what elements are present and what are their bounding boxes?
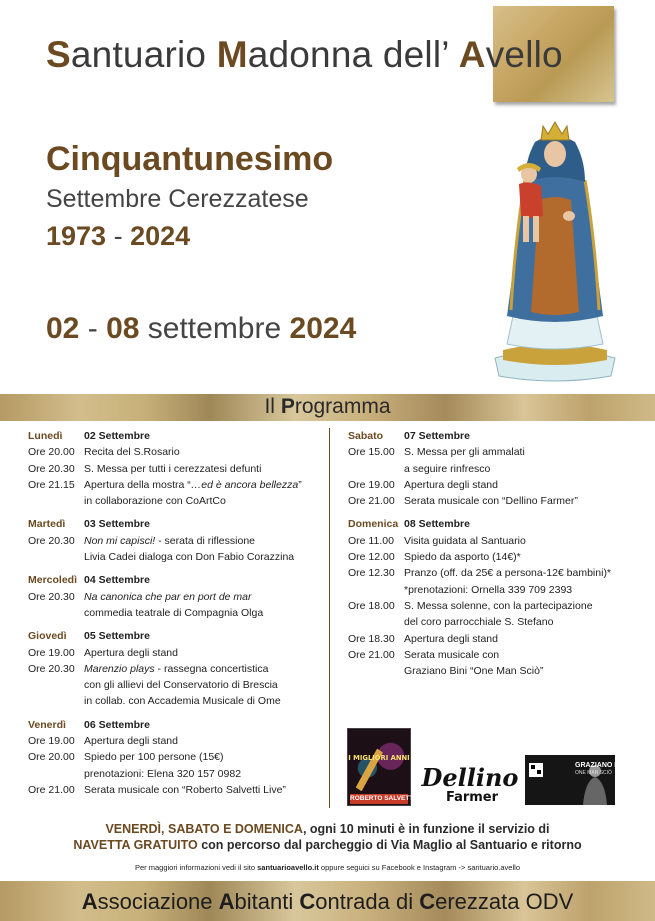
anniversary-title: Cinquantunesimo [46, 140, 334, 178]
item-time: Ore 20.30 [28, 662, 75, 675]
item-time: Ore 20.30 [28, 462, 75, 475]
program-item [28, 493, 324, 509]
item-time: Ore 12.30 [348, 567, 395, 580]
day-heading [28, 717, 324, 733]
item-description: Graziano Bini “One Man Sciò” [404, 665, 544, 678]
shuttle-notice-line2: NAVETTA GRATUITO con percorso dal parcheggio di Via Maglio al Santuario e ritorno [73, 838, 582, 852]
program-item [348, 477, 638, 493]
item-description: con gli allievi del Conservatorio di Brescia [84, 679, 278, 692]
item-description: Marenzio plays - rassegna concertistica [84, 662, 269, 675]
program-item [348, 647, 638, 663]
item-time: Ore 18.30 [348, 632, 395, 645]
day-heading [28, 628, 324, 644]
item-description: commedia teatrale di Compagnia Olga [84, 606, 264, 619]
day-name: Venerdì [28, 718, 66, 731]
item-time: Ore 21.15 [28, 478, 75, 491]
item-description: S. Messa solenne, con la partecipazione [404, 599, 593, 612]
item-time: Ore 20.00 [28, 751, 75, 764]
program-day [28, 572, 324, 621]
day-heading [28, 428, 324, 444]
day-name: Giovedì [28, 630, 67, 643]
program-item [348, 663, 638, 679]
item-description: Spiedo da asporto (14€)* [404, 551, 521, 564]
program-item [28, 661, 324, 677]
item-description: Apertura della mostra “…ed è ancora bellezza” [84, 478, 302, 491]
column-divider [329, 428, 330, 808]
program-day [348, 428, 638, 509]
footer-association-name: Associazione Abitanti Contrada di Cerezzata ODV [81, 889, 574, 914]
program-day [28, 717, 324, 798]
program-item [348, 461, 638, 477]
dellino-logo-line1: Dellino [421, 763, 519, 792]
item-description: Non mi capisci! - serata di riflessione [84, 534, 255, 547]
day-date: 07 Settembre [404, 430, 470, 442]
item-description: Serata musicale con [404, 648, 500, 661]
program-item [28, 549, 324, 565]
program-item [348, 493, 638, 509]
day-name: Mercoledì [28, 574, 78, 587]
anniversary-subtitle: Settembre Cerezzatese [46, 185, 309, 213]
item-description: Apertura degli stand [84, 646, 178, 659]
shuttle-notice-line1: VENERDÌ, SABATO E DOMENICA, ogni 10 minuti è in funzione il servizio di [105, 822, 550, 836]
day-date: 08 Settembre [404, 518, 470, 531]
program-item [28, 782, 324, 798]
program-item [28, 477, 324, 493]
item-description: Serata musicale con “Dellino Farmer” [404, 495, 578, 508]
item-description: Apertura degli stand [404, 478, 498, 491]
item-description: in collab. con Accademia Musicale di Ome [84, 695, 281, 708]
item-description: *prenotazioni: Ornella 339 709 2393 [404, 583, 573, 596]
item-time: Ore 21.00 [28, 783, 75, 796]
day-date: 03 Settembre [84, 518, 150, 531]
program-day [28, 516, 324, 565]
item-description: S. Messa per gli ammalati [404, 446, 525, 459]
day-date: 05 Settembre [84, 630, 150, 643]
item-description: Visita guidata al Santuario [404, 534, 526, 547]
page-title: Santuario Madonna dell’ Avello [46, 34, 563, 75]
event-dates: 02 - 08 settembre 2024 [46, 312, 357, 345]
item-time: Ore 20.30 [28, 534, 75, 547]
program-banner-label: Il Programma [264, 395, 391, 418]
program-item [348, 598, 638, 614]
program-item [348, 533, 638, 549]
day-heading [28, 516, 324, 532]
day-name: Domenica [348, 518, 399, 531]
item-description: prenotazioni: Elena 320 157 0982 [84, 767, 242, 780]
program-day [348, 516, 638, 679]
item-time: Ore 19.00 [348, 478, 395, 491]
day-heading [348, 428, 638, 444]
day-heading [348, 516, 638, 532]
item-time: Ore 21.00 [348, 648, 395, 661]
item-description: del coro parrocchiale S. Stefano [404, 616, 554, 629]
program-column-left [28, 428, 324, 805]
website-link[interactable]: santuarioavello.it [257, 863, 319, 872]
day-date: 02 Settembre [84, 430, 150, 442]
item-description: Serata musicale con “Roberto Salvetti Live” [84, 783, 286, 796]
roberto-logo-top-text: I MIGLIORI ANNI [348, 754, 410, 763]
graziano-logo-sub: ONE MAN SCIÒ [575, 770, 612, 776]
item-time: Ore 19.00 [28, 735, 75, 748]
program-day [28, 628, 324, 709]
madonna-statue-image [485, 120, 625, 382]
program-item [28, 749, 324, 765]
program-item [348, 549, 638, 565]
item-description: Apertura degli stand [404, 632, 498, 645]
item-time: Ore 11.00 [348, 534, 394, 547]
day-name: Lunedì [28, 430, 63, 442]
anniversary-years: 1973 - 2024 [46, 221, 191, 251]
program-item [28, 444, 324, 460]
day-date: 04 Settembre [84, 574, 150, 587]
program-item [28, 533, 324, 549]
program-item [28, 461, 324, 477]
day-heading [28, 572, 324, 588]
program-item [348, 631, 638, 647]
program-item [28, 605, 324, 621]
program-item [28, 693, 324, 709]
day-name: Sabato [348, 430, 384, 442]
item-description: Recita del S.Rosario [84, 446, 180, 459]
program-item [28, 645, 324, 661]
day-name: Martedì [28, 518, 66, 531]
program-item [28, 677, 324, 693]
item-time: Ore 20.00 [28, 446, 75, 459]
item-time: Ore 20.30 [28, 590, 75, 603]
item-time: Ore 21.00 [348, 495, 395, 508]
roberto-logo-text: ROBERTO SALVETTI [350, 795, 416, 802]
day-date: 06 Settembre [84, 718, 150, 731]
program-item [28, 589, 324, 605]
program-item [28, 766, 324, 782]
info-line: Per maggiori informazioni vedi il sito santuarioavello.it oppure seguici su Facebook e Instagram -> santuario.avello [135, 863, 520, 872]
item-description: Spiedo per 100 persone (15€) [84, 751, 224, 764]
program-item [348, 444, 638, 460]
graziano-logo-name: GRAZIANO BINI [575, 762, 629, 769]
program-day [28, 428, 324, 509]
program-item [348, 565, 638, 581]
program-item [28, 733, 324, 749]
item-description: in collaborazione con CoArtCo [84, 495, 226, 508]
item-time: Ore 18.00 [348, 599, 395, 612]
program-column-right [348, 428, 638, 686]
item-description: Na canonica che par en port de mar [84, 590, 252, 603]
item-time: Ore 12.00 [348, 551, 395, 564]
item-description: Apertura degli stand [84, 735, 178, 748]
item-description: a seguire rinfresco [404, 462, 491, 475]
item-description: Pranzo (off. da 25€ a persona-12€ bambini)* [404, 567, 612, 580]
dellino-farmer-logo [420, 760, 520, 804]
item-description: S. Messa per tutti i cerezzatesi defunti [84, 462, 262, 475]
item-description: Livia Cadei dialoga con Don Fabio Corazzina [84, 551, 295, 564]
program-item [348, 582, 638, 598]
item-time: Ore 15.00 [348, 446, 395, 459]
program-item [348, 614, 638, 630]
dellino-logo-line2: Farmer [445, 790, 499, 804]
item-time: Ore 19.00 [28, 646, 75, 659]
